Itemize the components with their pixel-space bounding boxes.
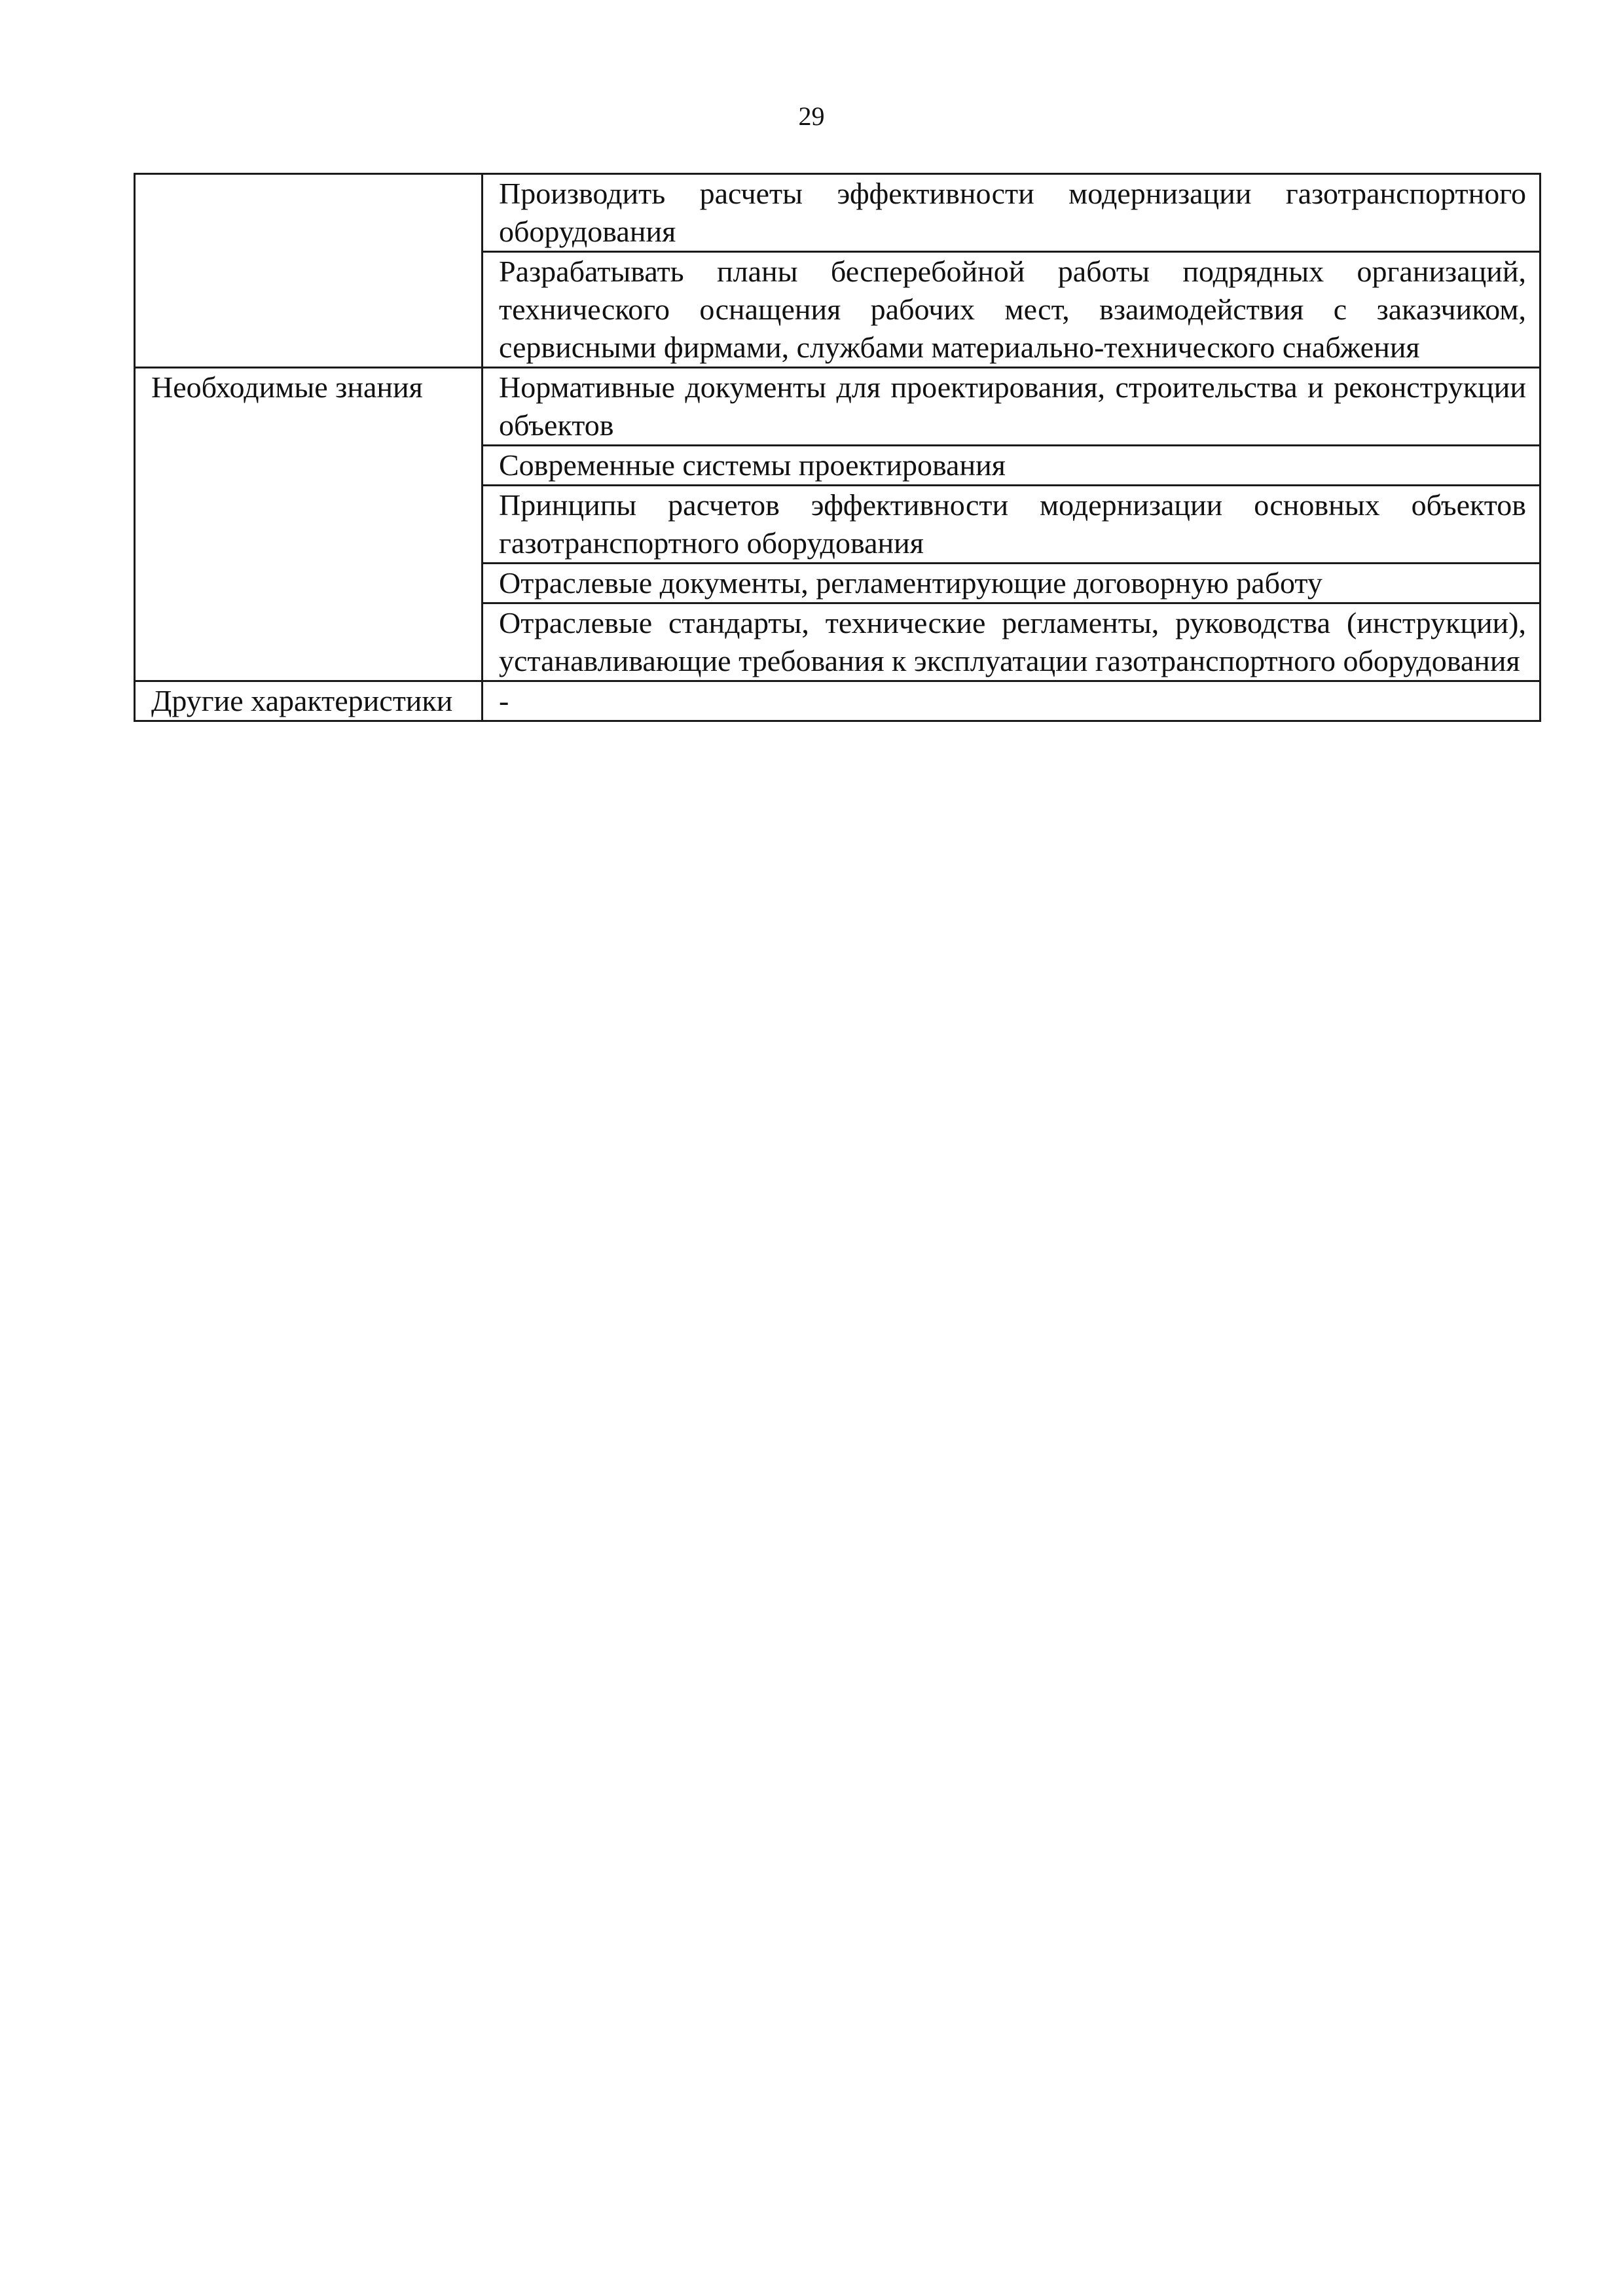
table-cell: Производить расчеты эффективности модернизации газотранспортного оборудования	[483, 174, 1541, 252]
table-row	[135, 368, 1541, 446]
table-cell: Отраслевые документы, регламентирующие договорную работу	[483, 564, 1541, 603]
table-row	[135, 681, 1541, 721]
table-cell: Отраслевые стандарты, технические регламенты, руководства (инструкции), устанавливающие требования к эксплуатации газотранспортного оборудования	[483, 603, 1541, 681]
table-cell: Принципы расчетов эффективности модернизации основных объектов газотранспортного оборудования	[483, 486, 1541, 564]
row-label-empty	[135, 174, 483, 368]
row-label-required-knowledge: Необходимые знания	[135, 368, 483, 681]
page-number: 29	[798, 101, 825, 131]
requirements-table	[134, 173, 1541, 722]
table-row	[135, 174, 1541, 252]
table-cell: Нормативные документы для проектирования, строительства и реконструкции объектов	[483, 368, 1541, 446]
table-cell: -	[483, 681, 1541, 721]
table-cell: Современные системы проектирования	[483, 446, 1541, 486]
table-cell: Разрабатывать планы бесперебойной работы подрядных организаций, технического оснащения рабочих мест, взаимодействия с заказчиком, сервисными фирмами, службами материально-технического снабжения	[483, 252, 1541, 368]
row-label-other-characteristics: Другие характеристики	[135, 681, 483, 721]
